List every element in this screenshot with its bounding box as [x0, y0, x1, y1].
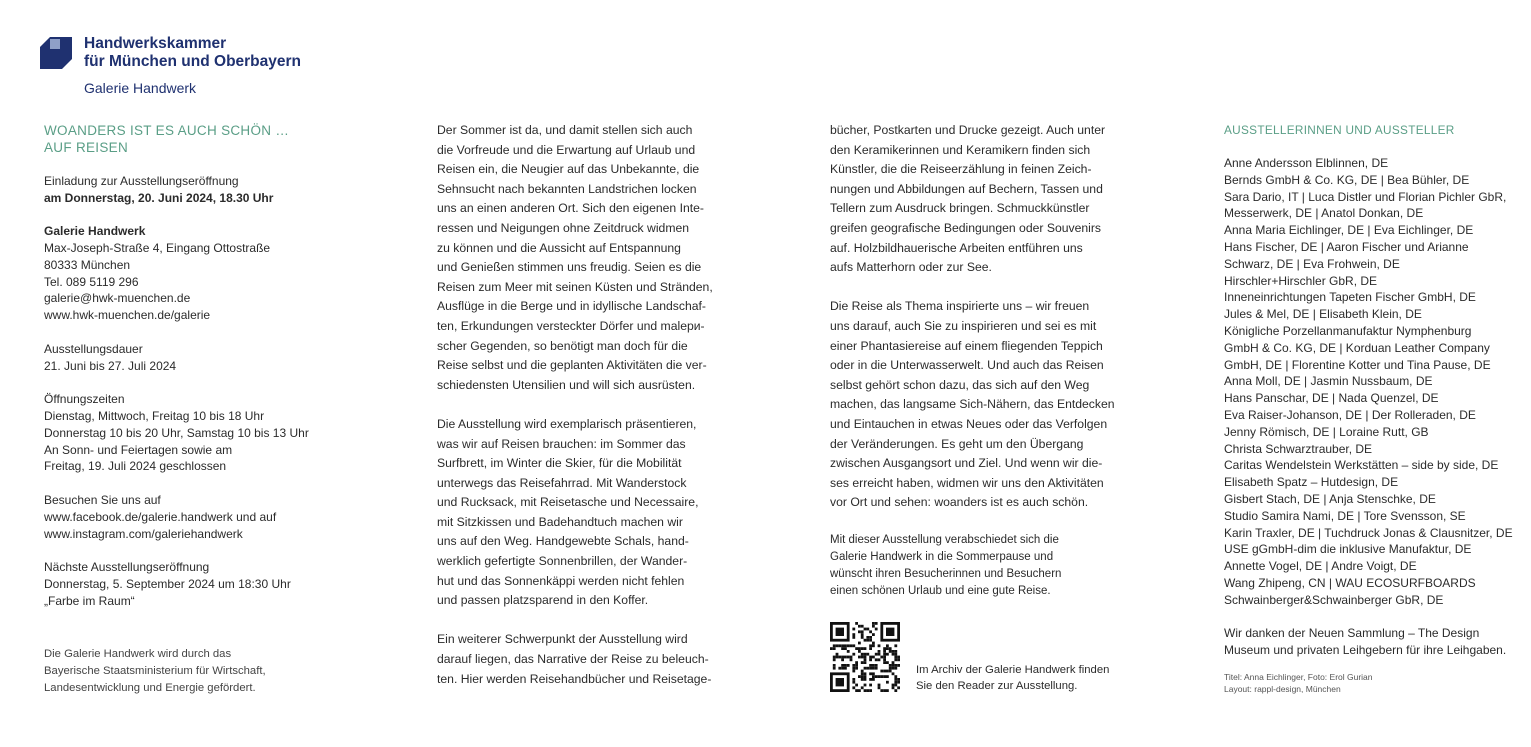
instagram-link[interactable]: www.instagram.com/galeriehandwerk [44, 526, 243, 541]
exhibitor-line: Elisabeth Spatz – Hutdesign, DE [1224, 475, 1399, 490]
exhibitor-line: Schwainberger&Schwainberger GbR, DE [1224, 592, 1444, 607]
text-column-3 [830, 121, 1115, 600]
text-line: und Eintauchen in etwas Neues oder das Verfolgen [830, 416, 1108, 431]
sponsor-note: Die Galerie Handwerk wird durch das [44, 648, 232, 661]
exhibitor-line: USE gGmbH-dim die inklusive Manufaktur, DE [1224, 542, 1472, 557]
paragraph-5 [830, 297, 1115, 513]
exhibitor-line: Anne Andersson Elblinnen, DE [1224, 156, 1389, 170]
qr-code-icon[interactable] [830, 622, 900, 692]
text-line: wünscht ihren Besucherinnen und Besuchern [830, 568, 1062, 581]
exhibitor-line: Anna Maria Eichlinger, DE | Eva Eichlinger, DE [1224, 223, 1474, 238]
text-line: Künstler, die die Reiseerzählung in feinen Zeich- [830, 162, 1092, 177]
text-line: Die Ausstellung wird exemplarisch präsentieren, [437, 416, 697, 431]
paragraph-3 [437, 630, 713, 689]
paragraph-6 [830, 532, 1115, 599]
text-line: und Genießen stimmen uns freudig. Seien es die [437, 260, 702, 275]
text-line: die Vorfreude und die Erwartung auf Urlaub und [437, 142, 696, 157]
text-line: einer Phantasiereise auf einem fliegenden Teppich [830, 338, 1103, 353]
venue-city: 80333 München [44, 257, 131, 272]
text-line: zu können und die Aussicht auf Entspannung [437, 240, 681, 255]
exhibitor-line: Annette Vogel, DE | Andre Voigt, DE [1224, 559, 1417, 574]
venue-website-link[interactable]: www.hwk-muenchen.de/galerie [44, 308, 211, 323]
exhibitor-line: Christa Schwarztrauber, DE [1224, 441, 1373, 456]
text-line: greifen geografische Bedingungen oder Souvenirs [830, 220, 1102, 235]
text-line: machen, das langsame Sich-Nähern, das Entdecken [830, 397, 1115, 412]
hwk-logo-icon [40, 37, 72, 69]
duration-text: 21. Juni bis 27. Juli 2024 [44, 358, 177, 373]
next-exhibition-title: Nächste Ausstellungseröffnung [44, 560, 210, 575]
thanks-line: Museum und privaten Leihgebern für ihre Leihgaben. [1224, 643, 1507, 658]
text-line: schiedensten Utensilien und will sich ausrüsten. [437, 377, 696, 392]
text-line: und passen platzsparend in den Koffer. [437, 593, 649, 608]
exhibitors-list [1224, 155, 1513, 609]
text-line: Galerie Handwerk in die Sommerpause und [830, 551, 1054, 564]
text-column-2 [437, 121, 713, 689]
venue-address: Max-Joseph-Straße 4, Eingang Ottostraße [44, 240, 271, 255]
duration-title: Ausstellungsdauer [44, 341, 143, 356]
exhibitor-line: Wang Zhipeng, CN | WAU ECOSURFBOARDS [1224, 575, 1476, 590]
exhibitor-line: Studio Samira Nami, DE | Tore Svensson, SE [1224, 508, 1466, 523]
facebook-link[interactable]: www.facebook.de/galerie.handwerk und auf [44, 509, 277, 524]
qr-caption-line: Sie den Reader zur Ausstellung. [916, 680, 1078, 692]
logo-subtitle: Galerie Handwerk [84, 80, 197, 96]
venue-phone: Tel. 089 5119 296 [44, 274, 139, 289]
text-line: uns an einen anderen Ort. Sich den eigenen Inte- [437, 201, 704, 216]
text-line: Reise selbst und die geplanten Aktivitäten die ver- [437, 358, 707, 373]
next-exhibition-name: „Farbe im Raum“ [44, 593, 135, 608]
exhibitor-line: Hans Fischer, DE | Aaron Fischer und Arianne [1224, 239, 1469, 254]
text-line: ten, Erkundungen versteckter Dörfer und malери- [437, 318, 705, 333]
text-line: den Keramikerinnen und Keramikern finden sich [830, 142, 1091, 157]
text-line: ressen und Neigungen ohne Zeitdruck widmen [437, 220, 690, 235]
invite-line: Einladung zur Ausstellungseröffnung [44, 173, 239, 188]
text-line: Ein weiterer Schwerpunkt der Ausstellung wird [437, 632, 688, 647]
exhibitor-line: Schwarz, DE | Eva Frohwein, DE [1224, 256, 1400, 271]
info-column [44, 122, 309, 697]
text-line: Tellern zum Ausdruck bringen. Schmuckkünstler [830, 201, 1090, 216]
text-line: vor Ort und sehen: woanders ist es auch schön. [830, 495, 1089, 510]
credits-line: Layout: rappl-design, München [1224, 683, 1341, 694]
exhibitors-column [1224, 122, 1513, 695]
exhibitor-line: Anna Moll, DE | Jasmin Nussbaum, DE [1224, 374, 1433, 389]
paragraph-4 [830, 121, 1115, 278]
sponsor-note: Landesentwicklung und Energie gefördert. [44, 681, 256, 694]
text-line: Sehnsucht nach bekannten Landstrichen locken [437, 181, 697, 196]
exhibitor-line: Inneneinrichtungen Tapeten Fischer GmbH, DE [1224, 290, 1476, 305]
qr-caption [916, 662, 1109, 694]
text-line: mit Sitzkissen und Badehandtuch machen wir [437, 514, 683, 529]
logo-line-2: für München und Oberbayern [84, 53, 302, 70]
text-line: bücher, Postkarten und Drucke gezeigt. Auch unter [830, 123, 1106, 137]
exhibitor-line: Jenny Römisch, DE | Loraine Rutt, GB [1224, 424, 1429, 439]
next-exhibition-date: Donnerstag, 5. September 2024 um 18:30 Uhr [44, 576, 291, 591]
exhibitor-line: Jules & Mel, DE | Elisabeth Klein, DE [1224, 307, 1422, 322]
text-line: was wir auf Reisen brauchen: im Sommer das [437, 436, 686, 451]
text-line: ten. Hier werden Reisehandbücher und Reisetage- [437, 671, 712, 686]
text-line: Mit dieser Ausstellung verabschiedet sich die [830, 534, 1059, 547]
hours-line: Donnerstag 10 bis 20 Uhr, Samstag 10 bis 13 Uhr [44, 425, 309, 440]
exhibitor-line: Gisbert Stach, DE | Anja Stenschke, DE [1224, 491, 1436, 506]
text-line: ses erreicht haben, widmen wir uns den Aktivitäten [830, 475, 1104, 490]
text-line: scher Gegenden, so benötigt man doch für die [437, 338, 688, 353]
hours-title: Öffnungszeiten [44, 392, 125, 407]
exhibitors-title: AUSSTELLERINNEN UND AUSSTELLER [1224, 123, 1455, 137]
exhibitor-line: Messerwerk, DE | Anatol Donkan, DE [1224, 206, 1424, 221]
paragraph-1 [437, 121, 713, 395]
thanks-line: Wir danken der Neuen Sammlung – The Design [1224, 626, 1480, 641]
text-line: Surfbrett, im Winter die Skier, für die Mobilität [437, 456, 682, 471]
exhibitor-line: GmbH & Co. KG, DE | Korduan Leather Company [1224, 340, 1490, 355]
text-line: hut und das Sonnenkäppi werden nicht fehlen [437, 573, 685, 588]
exhibitor-line: Eva Raiser-Johanson, DE | Der Rolleraden, DE [1224, 407, 1476, 422]
text-line: einen schönen Urlaub und eine gute Reise. [830, 584, 1051, 597]
exhibitor-line: Caritas Wendelstein Werkstätten – side by side, DE [1224, 458, 1499, 473]
exhibitor-line: Hans Panschar, DE | Nada Quenzel, DE [1224, 391, 1439, 406]
text-line: uns darauf, auch Sie zu inspirieren und sei es mit [830, 318, 1097, 333]
exhibitor-line: GmbH, DE | Florentine Kotter und Tina Pause, DE [1224, 357, 1491, 372]
exhibitor-line: Karin Traxler, DE | Tuchdruck Jonas & Clausnitzer, DE [1224, 525, 1513, 540]
hours-line: Dienstag, Mittwoch, Freitag 10 bis 18 Uhr [44, 408, 265, 423]
visit-intro: Besuchen Sie uns auf [44, 492, 161, 507]
text-line: Reisen zum Meer mit seinen Küsten und Stränden, [437, 279, 713, 294]
text-line: oder in die Unterwasserwelt. Und auch das Reisen [830, 358, 1104, 373]
text-line: Ausflüge in die Berge und in idyllische Landschaf- [437, 299, 706, 314]
paragraph-2 [437, 415, 713, 611]
text-line: aufs Matterhorn oder zur See. [830, 260, 992, 275]
text-line: selbst gehört schon dazu, das sich auf den Weg [830, 377, 1090, 392]
sponsor-note: Bayerische Staatsministerium für Wirtschaft, [44, 665, 266, 678]
credits-line: Titel: Anna Eichlinger, Foto: Erol Gurian [1224, 671, 1373, 682]
text-line: und Rucksack, mit Reisetasche und Necessaire, [437, 495, 699, 510]
text-line: auf. Holzbildhauerische Arbeiten entführen uns [830, 240, 1083, 255]
exhibition-title: AUF REISEN [44, 140, 129, 155]
text-line: unterwegs das Reisefahrrad. Mit Wanderstock [437, 475, 687, 490]
hours-line: Freitag, 19. Juli 2024 geschlossen [44, 459, 227, 474]
exhibitor-line: Sara Dario, IT | Luca Distler und Florian Pichler GbR, [1224, 189, 1507, 204]
venue-email-link[interactable]: galerie@hwk-muenchen.de [44, 291, 191, 306]
logo-line-1: Handwerkskammer [84, 35, 227, 52]
hours-line: An Sonn- und Feiertagen sowie am [44, 442, 233, 457]
text-line: uns auf den Weg. Handgewebte Schals, hand- [437, 534, 689, 549]
text-line: werklich gefertigte Sonnenbrillen, der Wander- [437, 554, 688, 569]
exhibitor-line: Königliche Porzellanmanufaktur Nymphenburg [1224, 323, 1472, 338]
exhibitor-line: Hirschler+Hirschler GbR, DE [1224, 273, 1378, 288]
text-line: der Veränderungen. Es geht um den Übergang [830, 436, 1084, 451]
exhibitor-line: Bernds GmbH & Co. KG, DE | Bea Bühler, DE [1224, 172, 1470, 187]
exhibition-title: WOANDERS IST ES AUCH SCHÖN … [44, 123, 290, 138]
text-line: Der Sommer ist da, und damit stellen sich auch [437, 123, 693, 137]
qr-caption-line: Im Archiv der Galerie Handwerk finden [916, 664, 1110, 676]
text-line: Reisen ein, die Neugier auf das Unbekannte, die [437, 162, 700, 177]
text-line: nungen und Abbildungen auf Bechern, Tassen und [830, 181, 1103, 196]
invite-date: am Donnerstag, 20. Juni 2024, 18.30 Uhr [44, 190, 274, 205]
text-line: zwischen Ausgangsort und Ziel. Und wenn wir die- [830, 456, 1103, 471]
text-line: darauf liegen, das Narrative der Reise zu beleuch- [437, 652, 709, 667]
venue-title: Galerie Handwerk [44, 224, 146, 239]
text-line: Die Reise als Thema inspirierte uns – wir freuen [830, 299, 1090, 314]
